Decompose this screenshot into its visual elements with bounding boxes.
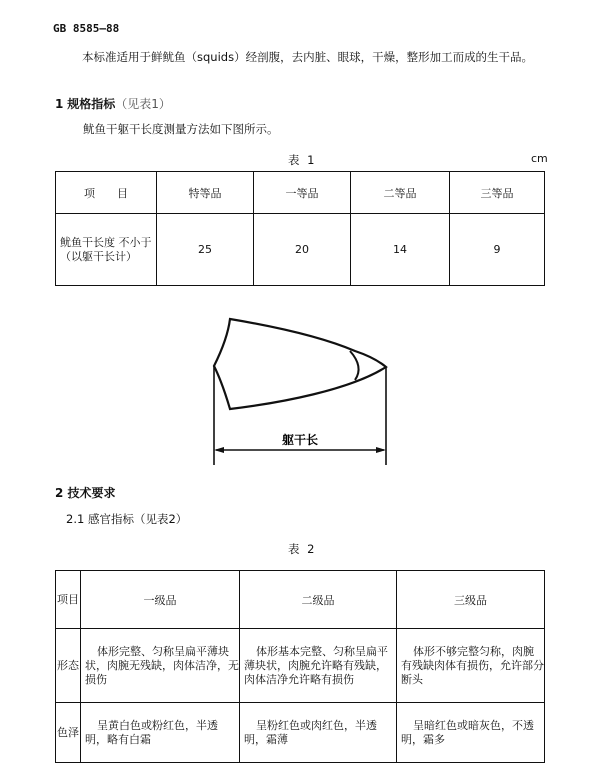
table-2-caption: 表 2 [288,542,317,556]
squid-measurement-figure [200,300,400,470]
section-1-ref: （见表1） [115,97,171,111]
sensory-table [55,570,545,763]
row-label: 形态 [56,629,81,703]
arrow-right-icon [376,447,386,453]
table-header-cell: 二级品 [240,571,397,629]
table-row [56,703,545,763]
table-1-unit: cm [531,152,548,165]
table-header-cell: 项目 [56,571,81,629]
table-cell: 14 [351,214,450,286]
table-header-cell: 一等品 [254,172,351,214]
table-header-cell: 三等品 [450,172,545,214]
table-cell: 20 [254,214,351,286]
table-cell: 9 [450,214,545,286]
table-cell: 呈黄白色或粉红色，半透明，略有白霜 [81,703,240,763]
arrow-left-icon [214,447,224,453]
table-1-caption: 表 1 [288,153,317,167]
intro-paragraph: 本标准适用于鲜鱿鱼（squids）经剖腹，去内脏、眼球，干燥，整形加工而成的生干品。 [82,50,534,64]
squid-body-outline [214,319,386,409]
section-1-title: 规格指标 [67,97,116,111]
squid-fin-line [350,351,359,380]
section-2-number: 2 [55,486,64,500]
table-cell: 体形基本完整、匀称呈扁平薄块状，肉腕允许略有残缺，肉体洁净允许略有损伤 [240,629,397,703]
section-2-heading [55,484,116,501]
table-cell: 体形不够完整匀称，肉腕有残缺肉体有损伤，允许部分断头 [397,629,545,703]
table-row [56,629,545,703]
table-header-cell: 二等品 [351,172,450,214]
section-2-1-heading: 2.1 感官指标（见表2） [66,512,188,526]
table-row [56,214,545,286]
figure-label: 躯干长 [281,433,319,447]
table-header-cell: 三级品 [397,571,545,629]
table-header-cell: 一级品 [81,571,240,629]
spec-table [55,171,545,286]
table-header-cell: 特等品 [157,172,254,214]
table-cell: 25 [157,214,254,286]
measurement-note: 鱿鱼干躯干长度测量方法如下图所示。 [83,122,279,136]
table-header-cell: 项 目 [56,172,157,214]
table-header-row [56,571,545,629]
table-cell: 体形完整、匀称呈扁平薄块状，肉腕无残缺，肉体洁净，无损伤 [81,629,240,703]
row-label: 色泽 [56,703,81,763]
row-label: 鱿鱼干长度 不小于（以躯干长计） [56,214,157,286]
standard-number: GB 8585—88 [53,22,120,35]
table-header-row [56,172,545,214]
table-cell: 呈暗红色或暗灰色，不透明，霜多 [397,703,545,763]
section-1-heading [55,95,171,112]
section-1-number: 1 [55,97,64,111]
section-2-title: 技术要求 [67,486,116,500]
table-cell: 呈粉红色或肉红色，半透明，霜薄 [240,703,397,763]
